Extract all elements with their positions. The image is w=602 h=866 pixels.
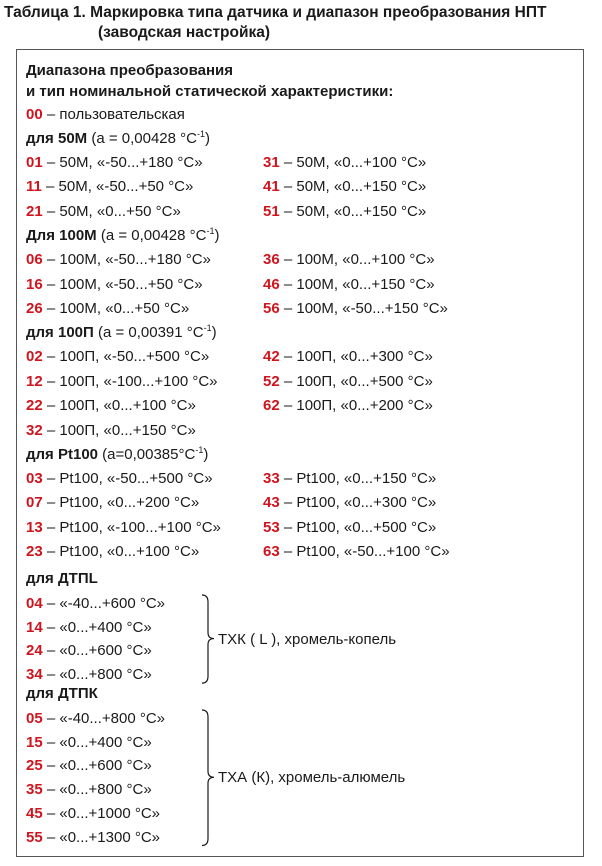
code-number: 63	[263, 543, 280, 561]
title-line-1: Таблица 1. Маркировка типа датчика и диапазон преобразования НПТ	[4, 4, 547, 21]
code-number: 13	[26, 518, 43, 536]
list-item	[26, 151, 203, 175]
group-heading-coef: (a = 0,00428 °С	[96, 227, 207, 245]
range-text: – 100П, «0...+300 °С»	[279, 348, 433, 366]
range-text: – 50М, «0...+50 °С»	[42, 202, 181, 220]
code-number: 33	[263, 470, 280, 487]
list-item	[263, 200, 426, 224]
range-text: – «0...+800 °С»	[42, 781, 152, 799]
code-number: 56	[263, 300, 280, 317]
thermocouple-type-label: ТХА (К), хромель-алюмель	[218, 769, 406, 787]
list-item	[263, 151, 426, 175]
page-title	[4, 3, 598, 43]
list-item	[26, 778, 152, 802]
list-item	[26, 592, 165, 616]
code-number: 23	[26, 543, 43, 561]
group-heading-bold: для Pt100	[26, 446, 98, 463]
code-number: 02	[26, 348, 43, 366]
group-heading-close: )	[205, 130, 210, 147]
group-heading-sup: -1	[196, 129, 205, 139]
list-item	[26, 345, 209, 369]
group-heading-bold: для 50М	[26, 130, 88, 147]
code-number: 24	[26, 642, 43, 660]
range-text: – 100М, «-50...+50 °С»	[42, 275, 203, 293]
range-text: – «0...+400 °С»	[42, 618, 152, 636]
group-heading-bold: для 100П	[26, 324, 94, 342]
range-text: – 100М, «0...+100 °С»	[279, 251, 435, 269]
code-number: 11	[26, 178, 42, 196]
range-text: – 100П, «0...+100 °С»	[42, 397, 196, 415]
list-item	[26, 616, 152, 640]
group-heading-sup: -1	[195, 445, 204, 455]
range-text: – Pt100, «0...+100 °С»	[42, 543, 200, 561]
code-number: 06	[26, 251, 43, 269]
group-heading-close: )	[211, 324, 217, 342]
range-text: – 50М, «-50...+50 °С»	[41, 178, 194, 196]
intro-text: Диапазона преобразования	[26, 62, 233, 79]
range-text: – Pt100, «-100...+100 °С»	[42, 518, 221, 536]
list-item	[263, 467, 436, 491]
range-text: – «-40...+800 °С»	[42, 710, 166, 727]
range-text: – «0...+1000 °С»	[42, 804, 161, 822]
group-heading	[26, 682, 98, 706]
range-text: – «0...+1300 °С»	[42, 828, 161, 846]
code-number: 34	[26, 666, 43, 684]
range-text: – Pt100, «-50...+100 °С»	[279, 543, 450, 561]
range-text: – 100П, «-100...+100 °С»	[42, 372, 218, 390]
list-item	[263, 273, 435, 297]
code-number: 51	[263, 202, 280, 220]
range-text: – «0...+800 °С»	[42, 666, 152, 684]
list-item	[26, 394, 196, 418]
list-item	[263, 540, 450, 564]
code-number: 32	[26, 421, 43, 439]
list-item	[26, 200, 181, 224]
code-number: 03	[26, 470, 43, 487]
range-text: – Pt100, «0...+150 °С»	[279, 470, 437, 487]
code-number: 62	[263, 397, 280, 415]
code-number: 31	[263, 154, 280, 171]
code-number: 15	[26, 733, 43, 751]
range-text: – пользовательская	[42, 106, 185, 123]
range-text: – 100П, «-50...+500 °С»	[42, 348, 210, 366]
range-text: – 50М, «0...+150 °С»	[279, 202, 427, 220]
range-text: – 100М, «0...+50 °С»	[42, 300, 190, 317]
range-text: – 100М, «0...+150 °С»	[279, 275, 435, 293]
code-number: 42	[263, 348, 280, 366]
curly-brace-icon	[200, 709, 216, 848]
group-heading-close: )	[203, 446, 209, 463]
list-item	[263, 248, 435, 272]
code-number: 04	[26, 595, 43, 612]
list-item	[263, 175, 426, 199]
range-text: – 100П, «0...+500 °С»	[279, 372, 433, 390]
range-text: – «0...+600 °С»	[42, 642, 152, 660]
group-heading	[26, 567, 98, 591]
list-item	[26, 754, 152, 778]
range-text: – «0...+400 °С»	[42, 733, 152, 751]
code-number: 43	[263, 494, 280, 512]
list-item	[26, 370, 218, 394]
list-item	[26, 516, 221, 540]
range-text: – 50М, «-50...+180 °С»	[42, 154, 203, 171]
code-number: 55	[26, 828, 43, 846]
range-text: – «-40...+600 °С»	[42, 595, 166, 612]
code-number: 22	[26, 397, 43, 415]
group-heading-sup: -1	[206, 226, 215, 237]
code-number: 45	[26, 804, 43, 822]
list-item	[26, 491, 199, 515]
list-item	[26, 707, 165, 731]
list-item	[26, 467, 213, 491]
code-number: 12	[26, 372, 43, 390]
list-item	[26, 731, 152, 755]
range-text: – 100П, «0...+150 °С»	[42, 421, 196, 439]
code-number: 14	[26, 618, 43, 636]
list-item	[263, 516, 436, 540]
group-heading	[26, 127, 210, 151]
list-item	[26, 639, 152, 663]
group-heading-bold: для ДТПL	[26, 570, 98, 587]
code-number: 21	[26, 202, 43, 220]
code-number: 05	[26, 710, 43, 727]
list-item	[263, 297, 448, 321]
code-number: 53	[263, 518, 280, 536]
range-text: – 100М, «-50...+180 °С»	[42, 251, 211, 269]
intro-line-2	[26, 80, 393, 104]
list-item	[263, 345, 433, 369]
curly-brace-icon	[200, 594, 216, 685]
code-number: 52	[263, 372, 280, 390]
list-item	[26, 248, 211, 272]
code-number: 46	[263, 275, 280, 293]
intro-text: и тип номинальной статической характеристики:	[26, 83, 394, 100]
range-text: – «0...+600 °С»	[42, 757, 152, 775]
code-number: 35	[26, 781, 43, 799]
range-text: – Pt100, «0...+500 °С»	[279, 518, 437, 536]
group-heading	[26, 224, 220, 248]
range-text: – Pt100, «0...+300 °С»	[279, 494, 437, 512]
list-item	[26, 826, 160, 850]
group-heading-bold: Для 100М	[26, 227, 97, 245]
title-line-2: (заводская настройка)	[98, 24, 271, 41]
list-item	[26, 103, 185, 127]
group-heading-coef: (a = 0,00391 °С	[93, 324, 204, 342]
code-number: 41	[263, 178, 280, 196]
list-item	[26, 175, 193, 199]
code-number: 07	[26, 494, 43, 512]
code-number: 36	[263, 251, 280, 269]
group-heading-sup: -1	[203, 323, 212, 334]
group-heading-close: )	[214, 227, 220, 245]
code-number: 25	[26, 757, 43, 775]
code-number: 16	[26, 275, 43, 293]
list-item	[26, 297, 189, 321]
list-item	[26, 273, 203, 297]
group-heading	[26, 443, 208, 467]
group-heading-coef: (a=0,00385°С	[98, 446, 196, 463]
code-number: 01	[26, 154, 43, 171]
range-text: – 100П, «0...+200 °С»	[279, 397, 433, 415]
range-text: – Pt100, «0...+200 °С»	[42, 494, 200, 512]
range-text: – 50М, «0...+100 °С»	[279, 154, 427, 171]
list-item	[26, 419, 196, 443]
list-item	[263, 491, 436, 515]
list-item	[263, 394, 433, 418]
group-heading-bold: для ДТПК	[26, 685, 98, 702]
thermocouple-type-label: ТХК ( L ), хромель-копель	[218, 630, 397, 648]
range-text: – Pt100, «-50...+500 °С»	[42, 470, 213, 487]
list-item	[263, 370, 433, 394]
code-number: 00	[26, 106, 43, 123]
range-text: – 50М, «0...+150 °С»	[279, 178, 427, 196]
code-number: 26	[26, 300, 43, 317]
list-item	[26, 802, 160, 826]
range-text: – 100М, «-50...+150 °С»	[279, 300, 448, 317]
group-heading	[26, 321, 217, 345]
group-heading-coef: (a = 0,00428 °С	[87, 130, 197, 147]
list-item	[26, 540, 199, 564]
